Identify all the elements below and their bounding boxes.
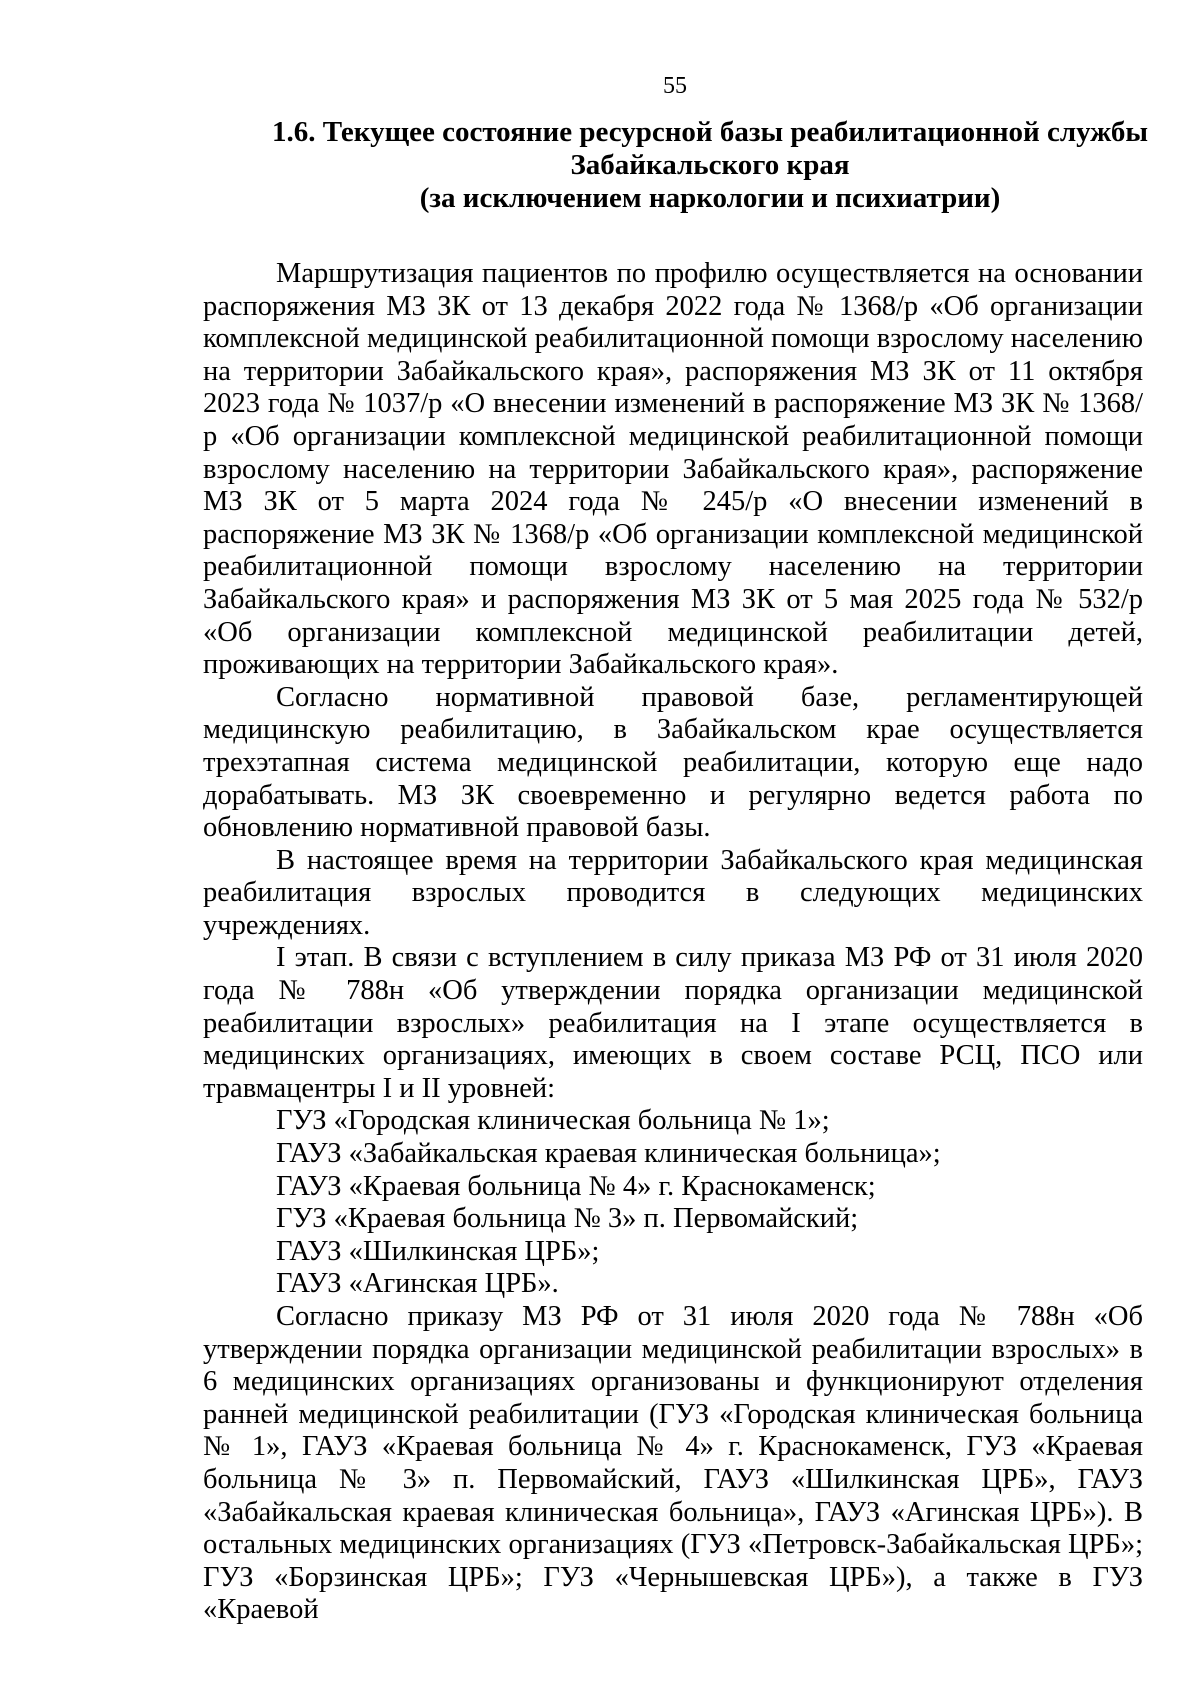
list-item-facility: ГАУЗ «Забайкальская краевая клиническая больница»;	[276, 1138, 941, 1170]
paragraph-stage-one: I этап. В связи с вступлением в силу приказа МЗ РФ от 31 июля 2020 года № 788н «Об утверждении порядка организации медицинской реабилитации взрослых» реабилитация на I этапе осуществляется в медицинских организациях, имеющих в своем составе РСЦ, ПСО или травмацентры I и II уровней:	[203, 942, 1143, 1104]
list-item-facility: ГАУЗ «Агинская ЦРБ».	[276, 1268, 559, 1300]
list-item-facility: ГАУЗ «Краевая больница № 4» г. Краснокаменск;	[276, 1170, 876, 1202]
paragraph-routing: Маршрутизация пациентов по профилю осуществляется на основании распоряжения МЗ ЗК от 13 декабря 2022 года № 1368/р «Об организации комплексной медицинской реабилитационной помощи взрослому населению на территории Забайкальского края», распоряжения МЗ ЗК от 11 октября 2023 года № 1037/р «О внесении изменений в распоряжение МЗ ЗК № 1368/р «Об организации комплексной медицинской реабилитационной помощи взрослому населению на территории Забайкальского края», распоряжение МЗ ЗК от 5 марта 2024 года № 245/р «О внесении изменений в распоряжение МЗ ЗК № 1368/р «Об организации комплексной медицинской реабилитационной помощи взрослому населению на территории Забайкальского края» и распоряжения МЗ ЗК от 5 мая 2025 года № 532/р «Об организации комплексной медицинской реабилитации детей, проживающих на территории Забайкальского края».	[203, 258, 1143, 681]
document-body	[203, 258, 1143, 1627]
paragraph-early-rehab-departments: Согласно приказу МЗ РФ от 31 июля 2020 года № 788н «Об утверждении порядка организации медицинской реабилитации взрослых» в 6 медицинских организациях организованы и функционируют отделения ранней медицинской реабилитации (ГУЗ «Городская клиническая больница № 1», ГАУЗ «Краевая больница № 4» г. Краснокаменск, ГУЗ «Краевая больница № 3» п. Первомайский, ГАУЗ «Шилкинская ЦРБ», ГАУЗ «Забайкальская краевая клиническая больница», ГАУЗ «Агинская ЦРБ»). В остальных медицинских организациях (ГУЗ «Петровск-Забайкальская ЦРБ»; ГУЗ «Борзинская ЦРБ»; ГУЗ «Чернышевская ЦРБ»), а также в ГУЗ «Краевой	[203, 1301, 1143, 1626]
section-heading	[250, 116, 1170, 215]
page-number: 55	[663, 73, 687, 99]
list-item-facility: ГУЗ «Городская клиническая больница № 1»;	[276, 1105, 830, 1137]
paragraph-regulatory-base: Согласно нормативной правовой базе, регламентирующей медицинскую реабилитацию, в Забайкальском крае осуществляется трехэтапная система медицинской реабилитации, которую еще надо дорабатывать. МЗ ЗК своевременно и регулярно ведется работа по обновлению нормативной правовой базы.	[203, 681, 1143, 844]
paragraph-current-state: В настоящее время на территории Забайкальского края медицинская реабилитация взрослых проводится в следующих медицинских учреждениях.	[203, 844, 1143, 941]
list-item-facility: ГУЗ «Краевая больница № 3» п. Первомайский;	[276, 1203, 859, 1235]
heading-line-2: Забайкальского края	[570, 149, 850, 181]
heading-line-1: 1.6. Текущее состояние ресурсной базы реабилитационной службы	[271, 116, 1149, 148]
list-item-facility: ГАУЗ «Шилкинская ЦРБ»;	[276, 1235, 600, 1267]
heading-line-3: (за исключением наркологии и психиатрии)	[419, 182, 1001, 214]
